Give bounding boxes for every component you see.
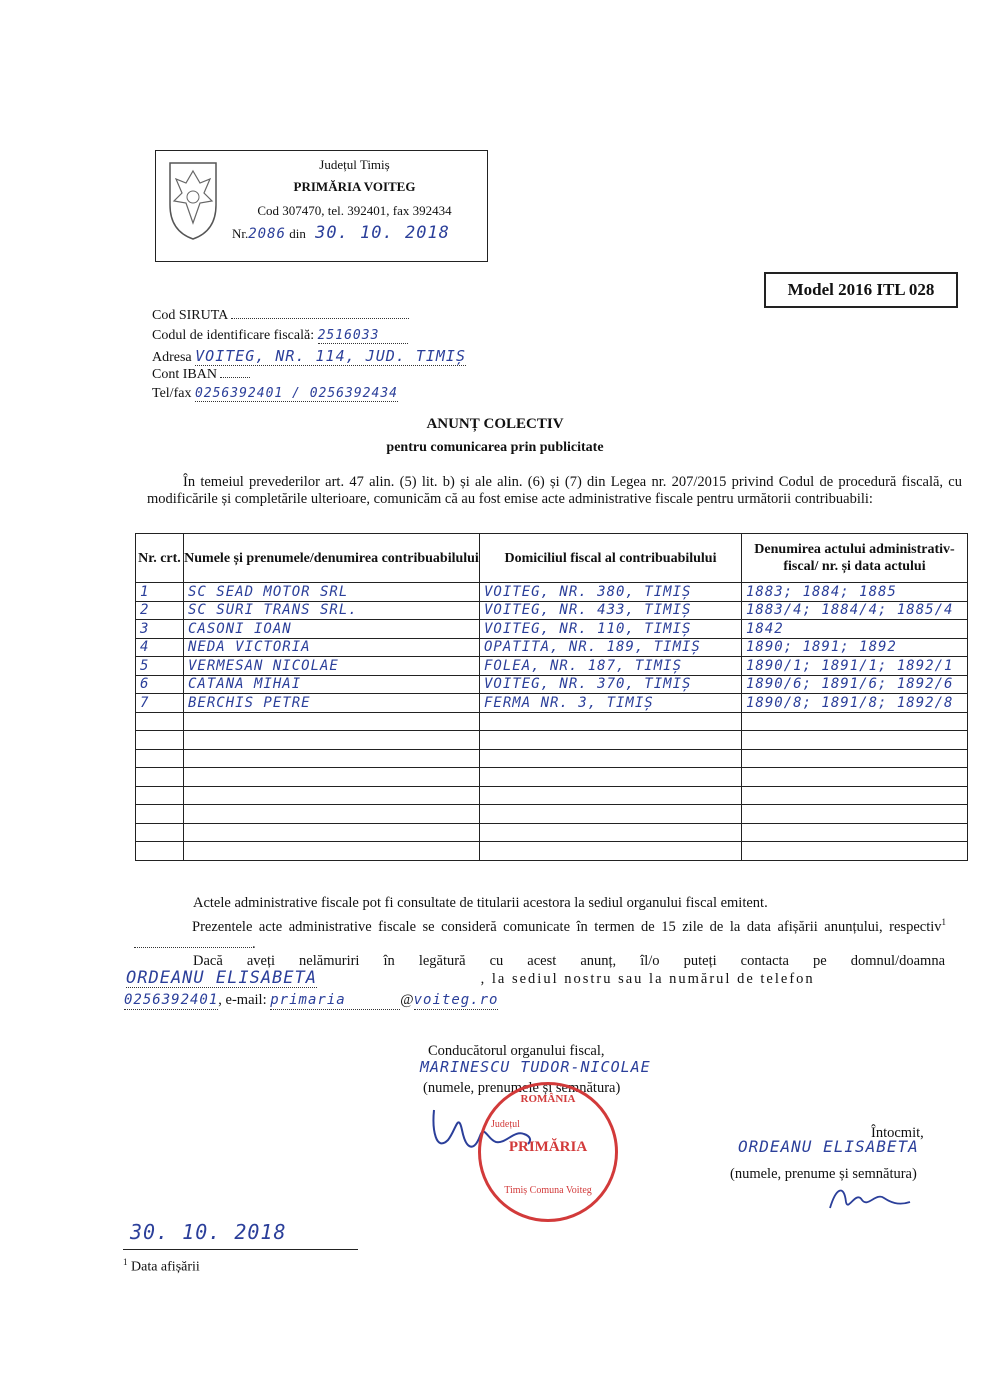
institution-contact: Cod 307470, tel. 392401, fax 392434 [257, 203, 452, 218]
row-name: CASONI IOAN [184, 620, 480, 639]
table-row [136, 657, 968, 676]
iban-field [152, 367, 250, 383]
row-nr: 4 [136, 638, 184, 657]
form-model-code: Model 2016 ITL 028 [764, 272, 958, 308]
row-act: 1890; 1891; 1892 [742, 638, 968, 657]
row-name: SC SEAD MOTOR SRL [184, 583, 480, 602]
issuer-header-box [155, 150, 488, 262]
table-row-empty [136, 842, 968, 861]
table-row-empty [136, 786, 968, 805]
table-row-empty [136, 768, 968, 787]
consultation-note: Actele administrative fiscale pot fi consultate de titularii acestora la sediul organului fiscal emitent. [193, 895, 768, 911]
table-row-empty [136, 712, 968, 731]
table-row [136, 694, 968, 713]
footnote-mark: 1 [123, 1257, 128, 1267]
registration-date: 30. 10. 2018 [315, 223, 450, 243]
row-address: VOITEG, NR. 370, TIMIȘ [480, 675, 742, 694]
official-stamp [478, 1082, 618, 1222]
row-address: FERMA NR. 3, TIMIȘ [480, 694, 742, 713]
row-name: SC SURI TRANS SRL. [184, 601, 480, 620]
institution-name: PRIMĂRIA VOITEG [293, 179, 416, 194]
contact-line-tail: , la sediul nostru sau la numărul de telefon [480, 971, 815, 987]
siruta-label: Cod SIRUTA [152, 308, 228, 323]
cif-value: 2516033 [318, 328, 408, 344]
row-name: CATANA MIHAI [184, 675, 480, 694]
leader-caption: (numele, prenumele și semnătura) [423, 1080, 621, 1096]
stamp-bottom-text: Timiș Comuna Voiteg [504, 1185, 592, 1196]
county-name: Județul Timiș [319, 157, 390, 172]
row-nr: 5 [136, 657, 184, 676]
row-nr: 7 [136, 694, 184, 713]
row-nr: 3 [136, 620, 184, 639]
row-address: VOITEG, NR. 433, TIMIȘ [480, 601, 742, 620]
telfax-field [152, 386, 398, 402]
contact-line [126, 970, 946, 988]
intro-paragraph: În temeiul prevederilor art. 47 alin. (5) lit. b) și ale alin. (6) și (7) din Legea nr. 207/2015 privind Codul de procedură fiscală, cu modificările și completările ulterioare, comunicăm că au fost emise acte administrative fiscale pentru următorii contribuabili: [147, 474, 962, 507]
row-act: 1890/6; 1891/6; 1892/6 [742, 675, 968, 694]
contact-note: Dacă aveți nelămuriri în legătură cu acest anunț, îl/o puteți contacta pe domnul/doamna [193, 953, 945, 969]
document-title: ANUNȚ COLECTIV [426, 416, 564, 432]
din-label: din [289, 226, 306, 241]
nr-label: Nr. [232, 226, 249, 241]
document-subtitle: pentru comunicarea prin publicitate [386, 440, 604, 455]
email-label: , e-mail: [218, 992, 267, 1008]
row-act: 1883/4; 1884/4; 1885/4 [742, 601, 968, 620]
siruta-field [152, 308, 409, 324]
row-act: 1842 [742, 620, 968, 639]
row-act: 1890/1; 1891/1; 1892/1 [742, 657, 968, 676]
stamp-top-text: ROMÂNIA [520, 1093, 576, 1105]
registration-line [232, 223, 483, 243]
footnote [123, 1254, 200, 1276]
taxpayers-table [135, 533, 968, 861]
row-act: 1890/8; 1891/8; 1892/8 [742, 694, 968, 713]
row-act: 1883; 1884; 1885 [742, 583, 968, 602]
table-row-empty [136, 749, 968, 768]
cif-label: Codul de identificare fiscală: [152, 328, 315, 343]
row-nr: 2 [136, 601, 184, 620]
contact-phone: 0256392401 [124, 992, 219, 1008]
table-row [136, 638, 968, 657]
prepared-signature-icon [826, 1178, 916, 1214]
address-value: VOITEG, NR. 114, JUD. TIMIȘ [195, 347, 466, 365]
email-domain: voiteg.ro [413, 992, 499, 1008]
table-row-empty [136, 805, 968, 824]
row-name: BERCHIS PETRE [184, 694, 480, 713]
row-address: FOLEA, NR. 187, TIMIȘ [480, 657, 742, 676]
footnote-ref: 1 [941, 917, 946, 927]
table-row [136, 675, 968, 694]
address-field [152, 347, 466, 366]
header-act: Denumirea actului administrativ-fiscal/ nr. și data actului [742, 534, 968, 583]
header-nr: Nr. crt. [136, 534, 184, 583]
leader-label: Conducătorul organului fiscal, [428, 1043, 605, 1059]
prepared-name: ORDEANU ELISABETA [738, 1137, 919, 1156]
stamp-left-text: Județul [491, 1119, 520, 1130]
contact-details [124, 992, 944, 1010]
telfax-value: 0256392401 / 0256392434 [194, 386, 398, 401]
row-name: NEDA VICTORIA [184, 638, 480, 657]
table-row [136, 620, 968, 639]
header-address: Domiciliul fiscal al contribuabilului [480, 534, 742, 583]
cif-field [152, 328, 408, 344]
table-header-row [136, 534, 968, 583]
telfax-label: Tel/fax [152, 386, 192, 401]
header-name: Numele și prenumele/denumirea contribuabilului [184, 534, 480, 583]
table-row-empty [136, 731, 968, 750]
prepared-caption: (numele, prenume și semnătura) [730, 1166, 917, 1182]
posting-date: 30. 10. 2018 [130, 1220, 287, 1244]
email-user: primaria [270, 992, 400, 1010]
leader-name: MARINESCU TUDOR-NICOLAE [420, 1058, 651, 1076]
communication-note: Prezentele acte administrative fiscale se consideră comunicate în termen de 15 zile de la data afișării anunțului, respectiv$^1$ . [134, 914, 946, 953]
nr-value: 2086 [248, 226, 286, 242]
table-row [136, 583, 968, 602]
table-row-empty [136, 823, 968, 842]
iban-label: Cont IBAN [152, 367, 217, 382]
coat-of-arms-icon [164, 157, 222, 243]
address-label: Adresa [152, 350, 192, 365]
row-nr: 6 [136, 675, 184, 694]
row-address: VOITEG, NR. 380, TIMIȘ [480, 583, 742, 602]
row-address: OPATITA, NR. 189, TIMIȘ [480, 638, 742, 657]
table-row [136, 601, 968, 620]
contact-person: ORDEANU ELISABETA [126, 968, 317, 988]
footnote-divider [123, 1249, 358, 1250]
prepared-label: Întocmit, [871, 1125, 924, 1141]
row-name: VERMESAN NICOLAE [184, 657, 480, 676]
stamp-center-text: PRIMĂRIA [508, 1139, 588, 1155]
footnote-label: Data afișării [131, 1259, 200, 1275]
email-at: @ [400, 992, 414, 1008]
row-address: VOITEG, NR. 110, TIMIȘ [480, 620, 742, 639]
row-nr: 1 [136, 583, 184, 602]
